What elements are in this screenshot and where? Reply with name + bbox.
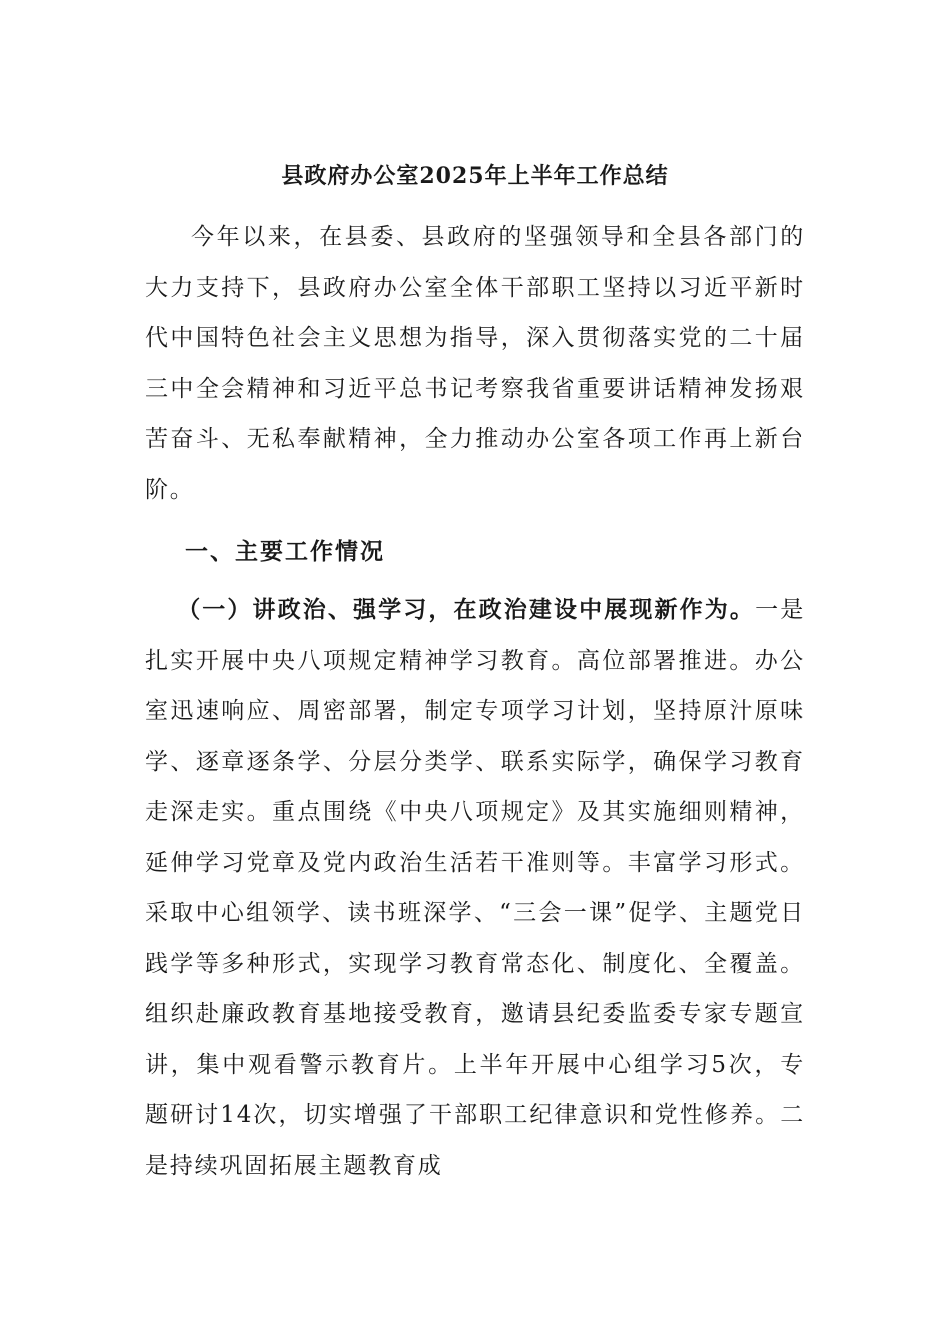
document-title: 县政府办公室2025年上半年工作总结 (281, 163, 669, 189)
subsection-paragraph (145, 585, 805, 1191)
subsection-lead: （一）讲政治、强学习，在政治建设中展现新作为。 (177, 596, 756, 623)
intro-paragraph: 今年以来，在县委、县政府的坚强领导和全县各部门的大力支持下，县政府办公室全体干部职工坚持以习近平新时代中国特色社会主义思想为指导，深入贯彻落实党的二十届三中全会精神和习近平总书记考察我省重要讲话精神发扬艰苦奋斗、无私奉献精神，全力推动办公室各项工作再上新台阶。 (145, 224, 805, 503)
subsection-body: 一是扎实开展中央八项规定精神学习教育。高位部署推进。办公室迅速响应、周密部署，制定专项学习计划，坚持原汁原味学、逐章逐条学、分层分类学、联系实际学，确保学习教育走深走实。重点围绕《中央八项规定》及其实施细则精神，延伸学习党章及党内政治生活若干准则等。丰富学习形式。采取中心组领学、读书班深学、“三会一课”促学、主题党日践学等多种形式，实现学习教育常态化、制度化、全覆盖。组织赴廉政教育基地接受教育，邀请县纪委监委专家专题宣讲，集中观看警示教育片。上半年开展中心组学习5次，专题研讨14次，切实增强了干部职工纪律意识和党性修养。二是持续巩固拓展主题教育成 (145, 597, 805, 1179)
section-heading: 一、主要工作情况 (185, 538, 385, 565)
